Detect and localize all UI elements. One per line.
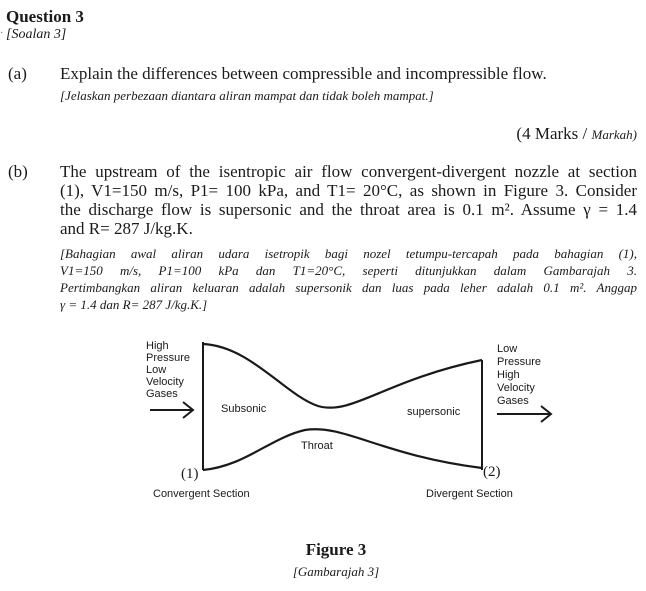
part-b-trans-line-3: Pertimbangkan aliran keluaran adalah supersonik dan luas pada leher adalah 0.1 m². Anggap	[60, 280, 637, 295]
part-b-trans-line-4: γ = 1.4 dan R= 287 J/kg.K.]	[60, 297, 208, 312]
part-b-trans-line-2: V1=150 m/s, P1=100 kPa dan T1=20°C, seperti ditunjukkan dalam Gambarajah 3.	[60, 263, 637, 278]
question-subtitle: [Soalan 3]	[6, 27, 67, 42]
part-b-line-4: and R= 287 J/kg.K.	[60, 219, 193, 238]
figure-caption: Figure 3	[305, 540, 367, 559]
part-a-translation: [Jelaskan perbezaan diantara aliran mampat dan tidak boleh mampat.]	[60, 88, 434, 103]
part-a-label: (a)	[8, 64, 27, 83]
question-title: Question 3	[6, 7, 84, 26]
convergent-section-label: Convergent Section	[153, 488, 250, 500]
part-b-line-1: The upstream of the isentropic air flow convergent-divergent nozzle at section	[60, 162, 637, 181]
margin-mark: ·	[0, 28, 4, 39]
inlet-label-1: High	[146, 340, 169, 352]
inlet-label-3: Low	[146, 364, 167, 376]
part-a-text: Explain the differences between compressible and incompressible flow.	[60, 64, 547, 83]
supersonic-label: supersonic	[407, 406, 461, 418]
nozzle-diagram	[0, 330, 646, 510]
section-1-label: (1)	[181, 466, 199, 482]
outlet-label-4: Velocity	[497, 382, 535, 394]
section-2-label: (2)	[483, 464, 501, 480]
part-b-text	[60, 162, 637, 238]
marks-translation: Markah)	[591, 127, 637, 142]
part-b-line-2: (1), V1=150 m/s, P1= 100 kPa, and T1= 20°C, as shown in Figure 3. Consider	[60, 181, 637, 200]
inlet-label-4: Velocity	[146, 376, 184, 388]
outlet-arrow-icon	[497, 406, 551, 422]
marks-text: (4 Marks /	[516, 124, 592, 143]
inlet-label-5: Gases	[146, 388, 178, 400]
part-b-line-3: the discharge flow is supersonic and the throat area is 0.1 m². Assume γ = 1.4	[60, 200, 637, 219]
inlet-arrow-icon	[150, 402, 193, 418]
outlet-label-1: Low	[497, 343, 518, 355]
outlet-label-5: Gases	[497, 395, 529, 407]
outlet-label-2: Pressure	[497, 356, 542, 368]
nozzle-lower-wall	[203, 429, 482, 470]
part-b-translation	[60, 245, 637, 313]
nozzle-upper-wall	[203, 344, 482, 408]
part-b-label: (b)	[8, 162, 28, 181]
throat-label: Throat	[301, 440, 333, 452]
outlet-label-3: High	[497, 369, 520, 381]
part-b-trans-line-1: [Bahagian awal aliran udara isetropik bagi nozel tetumpu-tercapah pada bahagian (1),	[60, 246, 637, 261]
subsonic-label: Subsonic	[221, 403, 267, 415]
part-a-marks	[516, 124, 637, 144]
figure-caption-translation: [Gambarajah 3]	[292, 564, 380, 579]
divergent-section-label: Divergent Section	[426, 488, 513, 500]
inlet-label-2: Pressure	[146, 352, 191, 364]
